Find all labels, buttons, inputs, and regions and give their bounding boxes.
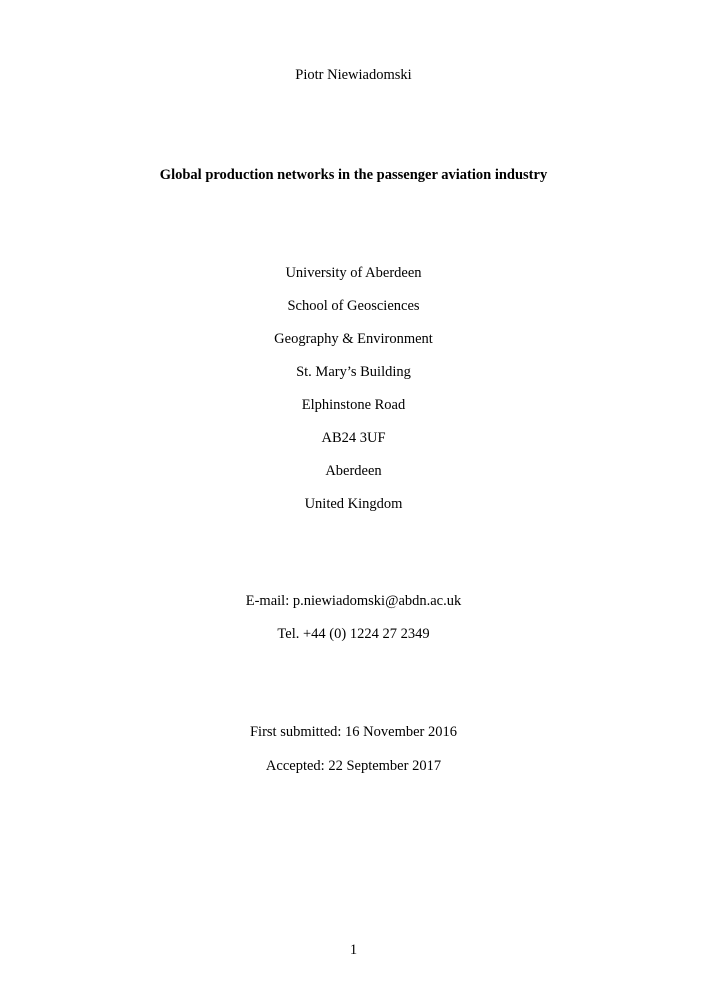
page-number: 1 (349, 942, 358, 958)
paper-title: Global production networks in the passenger aviation industry (159, 167, 548, 183)
telephone-line: Tel. +44 (0) 1224 27 2349 (277, 626, 430, 642)
address-line: Geography & Environment (274, 331, 433, 347)
address-line: Elphinstone Road (301, 397, 406, 413)
author-name: Piotr Niewiadomski (295, 67, 412, 83)
accepted-date: Accepted: 22 September 2017 (265, 758, 442, 774)
address-line: School of Geosciences (287, 298, 420, 314)
address-line: Aberdeen (325, 463, 382, 479)
address-line: University of Aberdeen (285, 265, 422, 281)
address-line: St. Mary’s Building (296, 364, 411, 380)
email-line: E-mail: p.niewiadomski@abdn.ac.uk (245, 593, 462, 609)
address-line: AB24 3UF (321, 430, 386, 446)
submitted-date: First submitted: 16 November 2016 (249, 724, 457, 740)
address-line: United Kingdom (304, 496, 403, 512)
